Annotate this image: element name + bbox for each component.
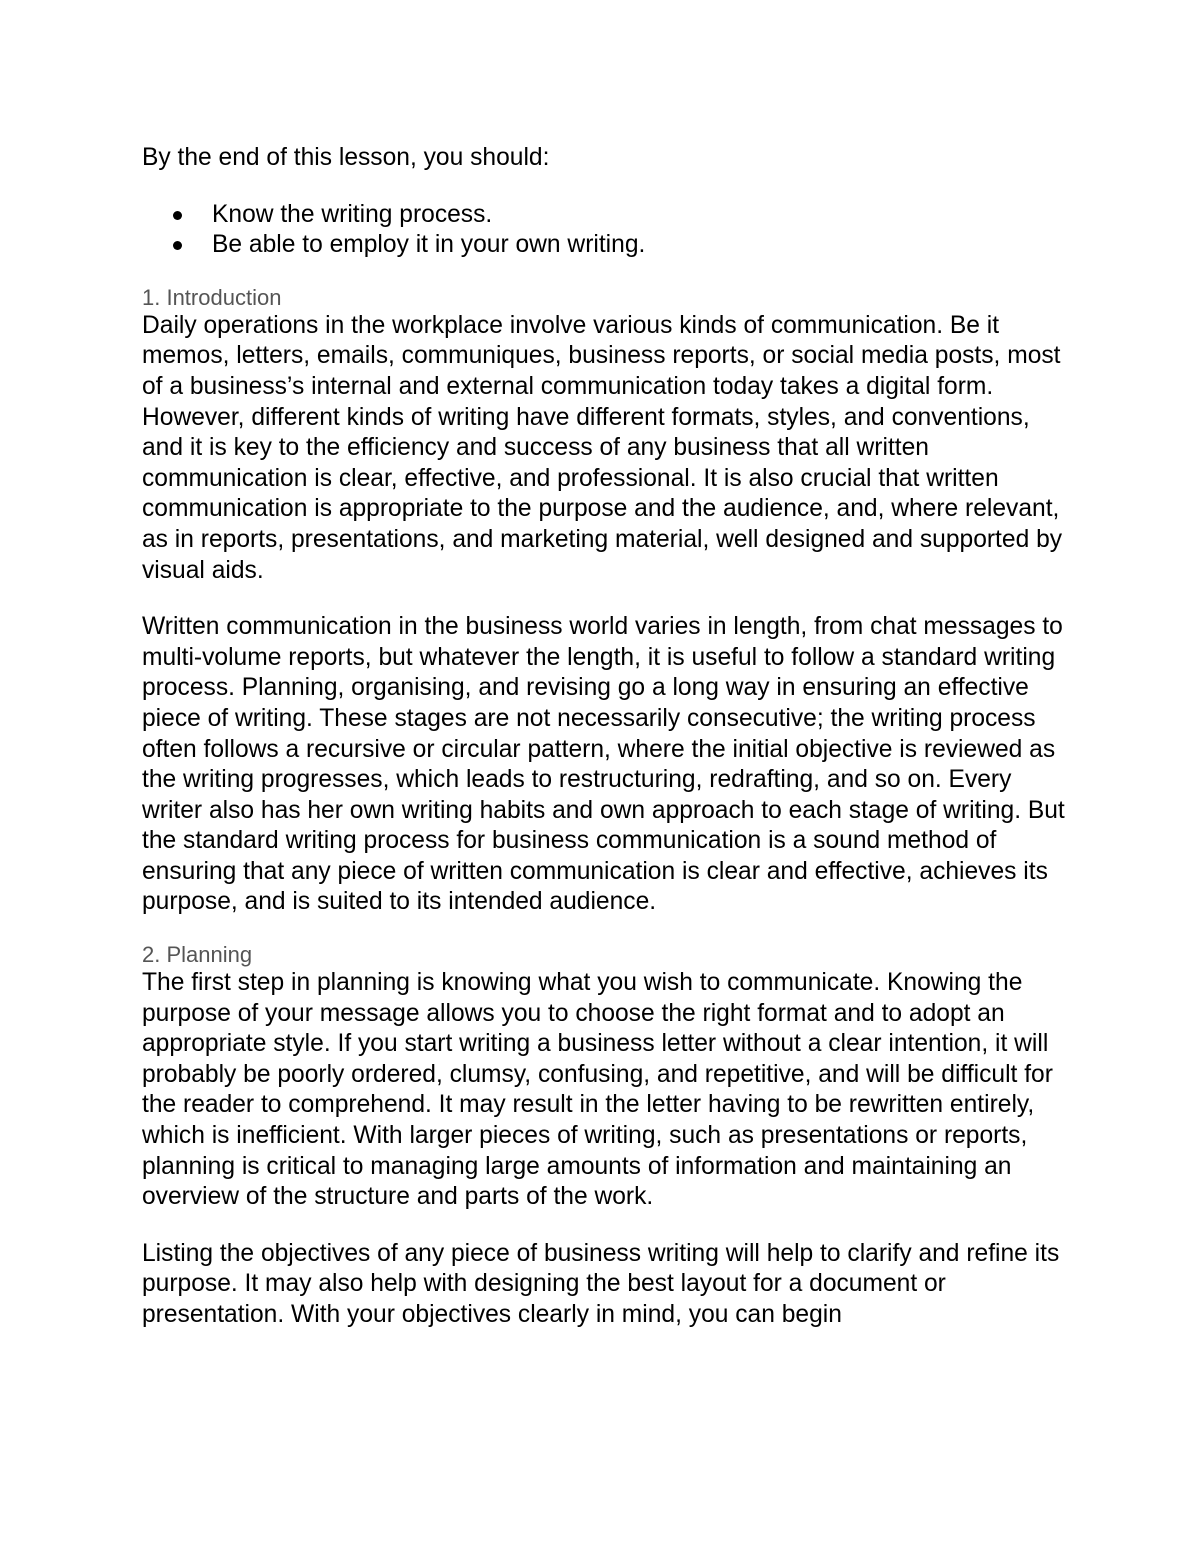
paragraph: The first step in planning is knowing what you wish to communicate. Knowing the purpose of your message allows you to choose the right format and to adopt an appropriate style. If you start writing a business letter without a clear intention, it will probably be poorly ordered, clumsy, confusing, and repetitive, and will be difficult for the reader to comprehend. It may result in the letter having to be rewritten entirely, which is inefficient. With larger pieces of writing, such as presentations or reports, planning is critical to managing large amounts of information and maintaining an overview of the structure and parts of the work. [142,969,1053,1211]
section-planning [142,941,1072,1331]
paragraph: Written communication in the business world varies in length, from chat messages to multi-volume reports, but whatever the length, it is useful to follow a standard writing process. Planning, organising, and revising go a long way in ensuring an effective piece of writing. These stages are not necessarily consecutive; the writing process often follows a recursive or circular pattern, where the initial objective is reviewed as the writing progresses, which leads to restructuring, redrafting, and so on. Every writer also has her own writing habits and own approach to each stage of writing. But the standard writing process for business communication is a sound method of ensuring that any piece of written communication is clear and effective, achieves its purpose, and is suited to its intended audience. [142,613,1065,916]
lesson-intro-line: By the end of this lesson, you should: [142,144,550,171]
paragraph: Listing the objectives of any piece of business writing will help to clarify and refine its purpose. It may also help with designing the best layout for a document or presentation. With your objectives clearly in mind, you can begin [142,1239,1060,1328]
objectives-list [142,200,1072,261]
section-heading: 1. Introduction [142,284,282,310]
bullet-icon [173,211,182,220]
objective-text: Be able to employ it in your own writing. [212,231,646,259]
paragraph: Daily operations in the workplace involve various kinds of communication. Be it memos, letters, emails, communiques, business reports, or social media posts, most of a business’s internal and external communication today takes a digital form. However, different kinds of writing have different formats, styles, and conventions, and it is key to the efficiency and success of any business that all written communication is clear, effective, and professional. It is also crucial that written communication is appropriate to the purpose and the audience, and, where relevant, as in reports, presentations, and marketing material, well designed and supported by visual aids. [142,311,1063,584]
objective-item [142,230,1072,261]
objective-item [142,200,1072,231]
section-heading: 2. Planning [142,942,253,968]
document-body [142,143,1072,1331]
section-introduction [142,284,1072,918]
objective-text: Know the writing process. [212,200,493,228]
bullet-icon [173,241,182,250]
